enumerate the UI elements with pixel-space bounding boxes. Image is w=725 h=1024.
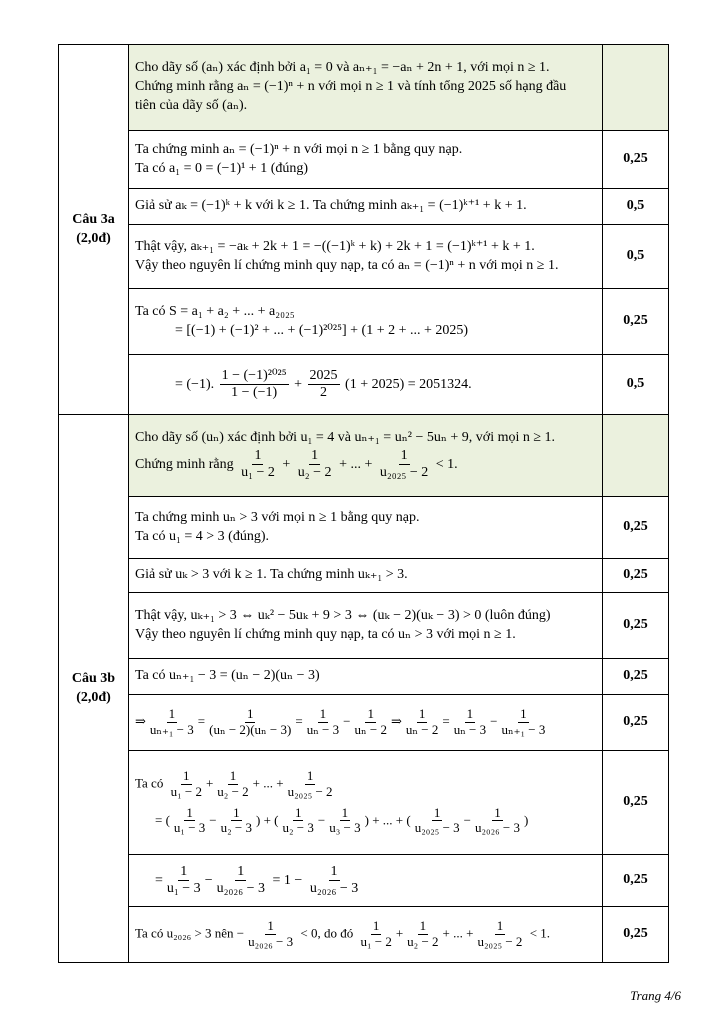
- q3a-step: [59, 225, 669, 289]
- q3b-problem-line: Cho dãy số (uₙ) xác định bởi u₁ = 4 và uₙ₊₁ = uₙ² − 5uₙ + 9, với mọi n ≥ 1.: [135, 430, 556, 446]
- q3a-problem-line: Cho dãy số (aₙ) xác định bởi a₁ = 0 và aₙ₊₁ = −aₙ + 2n + 1, với mọi n ≥ 1.: [135, 60, 550, 76]
- frac-den: u₂ − 2: [407, 934, 439, 949]
- fraction: [404, 707, 440, 738]
- frac-num: 1: [233, 804, 240, 820]
- frac-num: 1: [372, 918, 380, 934]
- frac-num: 1: [168, 706, 176, 722]
- q3b-step: [59, 855, 669, 907]
- frac-num: 1: [466, 706, 474, 722]
- q3b-points: (2,0đ): [76, 689, 111, 705]
- fraction: [353, 707, 389, 738]
- frac-num: 1: [494, 804, 501, 820]
- q3b-step-text: [129, 751, 603, 855]
- frac-den: u₂ − 3: [220, 820, 253, 836]
- step-score: 0,5: [603, 225, 669, 289]
- step-score: 0,25: [603, 131, 669, 189]
- step-line: Ta chứng minh aₙ = (−1)ⁿ + n với mọi n ≥ 1 bằng quy nạp.: [135, 141, 463, 157]
- frac-num: 1: [496, 918, 504, 934]
- q3a-step-text: [129, 289, 603, 355]
- step-text: +: [294, 376, 306, 392]
- q3a-problem-line: Chứng minh rằng aₙ = (−1)ⁿ + n với mọi n ≥ 1 và tính tổng 2025 số hạng đầu: [135, 79, 567, 95]
- step-line: Vậy theo nguyên lí chứng minh quy nạp, ta có uₙ > 3 với mọi n ≥ 1.: [135, 626, 516, 642]
- frac-den: u₁ − 3: [166, 881, 201, 896]
- step-text: = (−1).: [175, 376, 215, 392]
- frac-num: 1: [399, 448, 410, 465]
- frac-den: u₂₀₂₅ − 2: [379, 465, 429, 481]
- q3b-step-text: = $\frac{1}{\text{u₁ − 3}}$ − $\frac{1}{\text{u₂₀₂₆ − 3}}$ = 1 − $\frac{1}{\text{u₂₀₂₆ − 3}}$: [129, 855, 603, 907]
- frac-den: uₙ − 2: [405, 722, 439, 737]
- q3b-step-text: ⇒ $\frac{1}{\text{uₙ₊₁ − 3}}$ = $\frac{1}{\text{(uₙ − 2)(uₙ − 3)}}$ = $\frac{1}{\text{uₙ − 3}}$ − $\frac{1}{\text{uₙ − 2}}$ ⇒ $\frac{1}{\text{uₙ − 2}}$ = $\frac{1}{\text{uₙ − 3}}$ − $\frac{1}{\text{uₙ₊₁ − 3}}$: [129, 695, 603, 751]
- step-line: Ta có u₁ = 4 > 3 (đúng).: [135, 528, 269, 544]
- frac-num: 1: [178, 864, 189, 881]
- step-score: 0,25: [603, 559, 669, 593]
- fraction: [308, 368, 340, 401]
- step-score: 0,25: [603, 751, 669, 855]
- q3b-step-text: [129, 559, 603, 593]
- frac-den: u₂₀₂₆ − 3: [475, 820, 520, 836]
- frac-num: 1: [235, 864, 246, 881]
- frac-den: uₙ − 3: [306, 722, 340, 737]
- q3b-step-text: [129, 497, 603, 559]
- step-line: Giả sử aₖ = (−1)ᵏ + k với k ≥ 1. Ta chứng minh aₖ₊₁ = (−1)ᵏ⁺¹ + k + 1.: [135, 198, 527, 214]
- q3a-step: [59, 355, 669, 415]
- frac-num: 1: [520, 706, 527, 722]
- frac-num: 1: [229, 767, 237, 783]
- frac-num: 1: [252, 448, 263, 465]
- fraction: [215, 864, 267, 897]
- q3b-label: Câu 3b: [71, 670, 116, 686]
- fraction: [220, 368, 289, 401]
- q3b-step-text: Ta có u₂₀₂₆ > 3 nên − $\frac{1}{\text{u₂₀₂₆ − 3}}$ < 0, do đó $\frac{1}{\text{u₁ − 2}}$ + $\frac{1}{\text{u₂ − 2}}$ + ... + $\frac{1}{\text{u₂₀₂₅ − 2}}$ < 1.: [129, 907, 603, 963]
- step-score: 0,25: [603, 289, 669, 355]
- q3b-step-text: [129, 659, 603, 695]
- q3a-step: [59, 189, 669, 225]
- q3b-step: [59, 907, 669, 963]
- step-score: 0,25: [603, 855, 669, 907]
- frac-den: u₂ − 2: [217, 783, 249, 799]
- step-line: Ta có S = a₁ + a₂ + ... + a₂₀₂₅: [135, 303, 295, 319]
- step-score: 0,25: [603, 907, 669, 963]
- frac-num: 1: [418, 706, 426, 722]
- page-number: Trang 4/6: [630, 988, 681, 1003]
- problem-text: < 1.: [435, 457, 458, 473]
- frac-den: u₂₀₂₅ − 2: [477, 934, 523, 949]
- step-text: (1 + 2025) = 2051324.: [345, 376, 472, 392]
- frac-num: 1: [329, 864, 340, 881]
- q3a-label-cell: [59, 45, 129, 415]
- q3a-problem: [129, 45, 603, 131]
- q3a-step-text: [129, 225, 603, 289]
- step-score: 0,25: [603, 659, 669, 695]
- frac-den: u₁ − 2: [241, 465, 275, 481]
- fraction: [358, 919, 393, 950]
- step-line: Thật vậy, aₖ₊₁ = −aₖ + 2k + 1 = −((−1)ᵏ + k) + 2k + 1 = (−1)ᵏ⁺¹ + k + 1.: [135, 238, 535, 254]
- q3b-problem-row: [59, 415, 669, 497]
- frac-num: 1: [246, 706, 254, 722]
- step-line: Ta chứng minh uₙ > 3 với mọi n ≥ 1 bằng quy nạp.: [135, 509, 420, 525]
- fraction: [169, 769, 204, 800]
- frac-den: u₂₀₂₆ − 3: [309, 881, 359, 896]
- frac-num: 1: [341, 804, 349, 820]
- frac-num: 1: [294, 804, 302, 820]
- frac-den: u₁ − 3: [173, 820, 206, 836]
- frac-num: 1: [319, 706, 327, 722]
- fraction: [246, 919, 295, 950]
- frac-den: u₃ − 3: [329, 820, 361, 836]
- q3b-step-text: [129, 593, 603, 659]
- q3b-problem-line: Chứng minh rằng $\frac{1}{\text{u₁ − 2}}$ + $\frac{1}{\text{u₂ − 2}}$ + ... + $\frac{1}{\text{u₂₀₂₅ − 2}}$ < 1.: [135, 448, 458, 481]
- frac-num: 1: [433, 804, 441, 820]
- q3b-step: [59, 559, 669, 593]
- q3b-problem: [129, 415, 603, 497]
- step-line: Ta có a₁ = 0 = (−1)¹ + 1 (đúng): [135, 160, 309, 176]
- frac-den: u₂ − 3: [282, 820, 314, 836]
- frac-num: 1: [309, 448, 320, 465]
- frac-den: u₂₀₂₅ − 2: [287, 783, 333, 799]
- frac-num: 2025: [308, 368, 340, 385]
- q3a-step-text: [129, 131, 603, 189]
- problem-text: Chứng minh rằng: [135, 457, 234, 473]
- fraction: [405, 919, 440, 950]
- step-score: 0,25: [603, 695, 669, 751]
- q3b-step: [59, 497, 669, 559]
- frac-den: uₙ − 3: [453, 722, 487, 737]
- step-text: Ta có: [135, 775, 164, 791]
- step-line: = ( $\frac{1}{\text{u₁ − 3}}$ − $\frac{1}{\text{u₂ − 3}}$ ) + ( $\frac{1}{\text{u₂ − 3}}$ − $\frac{1}{\text{u₃ − 3}}$ ) + ... + ( $\frac{1}{\text{u₂₀₂₅ − 3}}$ − $\frac{1}{\text{u₂₀₂₆ − 3}}$ ): [155, 804, 529, 836]
- fraction: [219, 806, 254, 837]
- frac-num: 1: [183, 767, 190, 783]
- frac-den: uₙ₊₁ − 3: [149, 722, 194, 737]
- q3a-step: [59, 131, 669, 189]
- step-score: 0,25: [603, 497, 669, 559]
- fraction: [378, 448, 430, 481]
- fraction: [473, 806, 522, 837]
- q3a-step-text: [129, 355, 603, 415]
- frac-num: 1: [186, 804, 193, 820]
- step-line: Giả sử uₖ > 3 với k ≥ 1. Ta chứng minh uₖ₊₁ > 3.: [135, 567, 408, 583]
- q3b-label-cell: [59, 415, 129, 963]
- frac-den: u₂₀₂₆ − 3: [216, 881, 266, 896]
- frac-den: u₂₀₂₅ − 3: [414, 820, 460, 836]
- q3a-problem-row: [59, 45, 669, 131]
- fraction: [296, 448, 334, 481]
- q3b-step: [59, 659, 669, 695]
- frac-den: 1 − (−1): [231, 385, 278, 400]
- fraction: [172, 806, 207, 837]
- solution-table: [58, 44, 669, 963]
- step-line: Thật vậy, uₖ₊₁ > 3 ⇔ uₖ² − 5uₖ + 9 > 3 ⇔ (uₖ − 2)(uₖ − 3) > 0 (luôn đúng): [135, 607, 551, 623]
- frac-den: uₙ − 2: [354, 722, 387, 737]
- step-text: = 1 −: [272, 872, 303, 888]
- frac-den: 2: [320, 385, 328, 400]
- q3b-problem-score: [603, 415, 669, 497]
- q3a-problem-line: tiên của dãy số (aₙ).: [135, 97, 248, 113]
- fraction: [475, 919, 524, 950]
- step-text: < 1.: [529, 925, 551, 941]
- q3b-step: [59, 751, 669, 855]
- fraction: [165, 864, 203, 897]
- step-score: 0,5: [603, 189, 669, 225]
- q3a-step-text: [129, 189, 603, 225]
- step-line: Ta có $\frac{1}{\text{u₁ − 2}}$ + $\frac{1}{\text{u₂ − 2}}$ + ... + $\frac{1}{\text{u₂₀₂₅ − 2}}$: [135, 767, 333, 799]
- step-score: 0,25: [603, 593, 669, 659]
- fraction: [305, 707, 341, 738]
- fraction: [452, 707, 488, 738]
- frac-den: u₁ − 2: [360, 934, 392, 949]
- fraction: [281, 806, 316, 837]
- q3a-step: [59, 289, 669, 355]
- step-line: Vậy theo nguyên lí chứng minh quy nạp, ta có aₙ = (−1)ⁿ + n với mọi n ≥ 1.: [135, 257, 559, 273]
- q3b-step: [59, 593, 669, 659]
- step-line: = [(−1) + (−1)² + ... + (−1)²⁰²⁵] + (1 + 2 + ... + 2025): [175, 322, 469, 338]
- fraction: [286, 769, 335, 800]
- frac-den: (uₙ − 2)(uₙ − 3): [209, 722, 292, 737]
- frac-den: uₙ₊₁ − 3: [501, 722, 546, 737]
- fraction: [327, 806, 362, 837]
- q3a-label: Câu 3a: [72, 211, 115, 227]
- step-score: 0,5: [603, 355, 669, 415]
- fraction: [500, 707, 548, 738]
- frac-num: 1: [267, 918, 274, 934]
- frac-num: 1: [419, 918, 427, 934]
- fraction: [239, 448, 277, 481]
- q3b-step: [59, 695, 669, 751]
- frac-den: u₂₀₂₆ − 3: [248, 934, 294, 949]
- fraction: [148, 707, 196, 738]
- frac-den: u₂ − 2: [297, 465, 332, 481]
- frac-num: 1 − (−1)²⁰²⁵: [220, 368, 289, 385]
- frac-den: u₁ − 2: [170, 783, 202, 799]
- fraction: [413, 806, 462, 837]
- frac-num: 1: [367, 706, 374, 722]
- q3a-points: (2,0đ): [76, 230, 111, 246]
- frac-num: 1: [306, 767, 314, 783]
- step-text: Ta có u₂₀₂₆ > 3 nên −: [135, 925, 245, 941]
- fraction: [308, 864, 360, 897]
- fraction: [215, 769, 250, 800]
- step-line: Ta có uₙ₊₁ − 3 = (uₙ − 2)(uₙ − 3): [135, 668, 320, 684]
- fraction: [207, 707, 293, 738]
- step-text: < 0, do đó: [300, 925, 354, 941]
- q3a-problem-score: [603, 45, 669, 131]
